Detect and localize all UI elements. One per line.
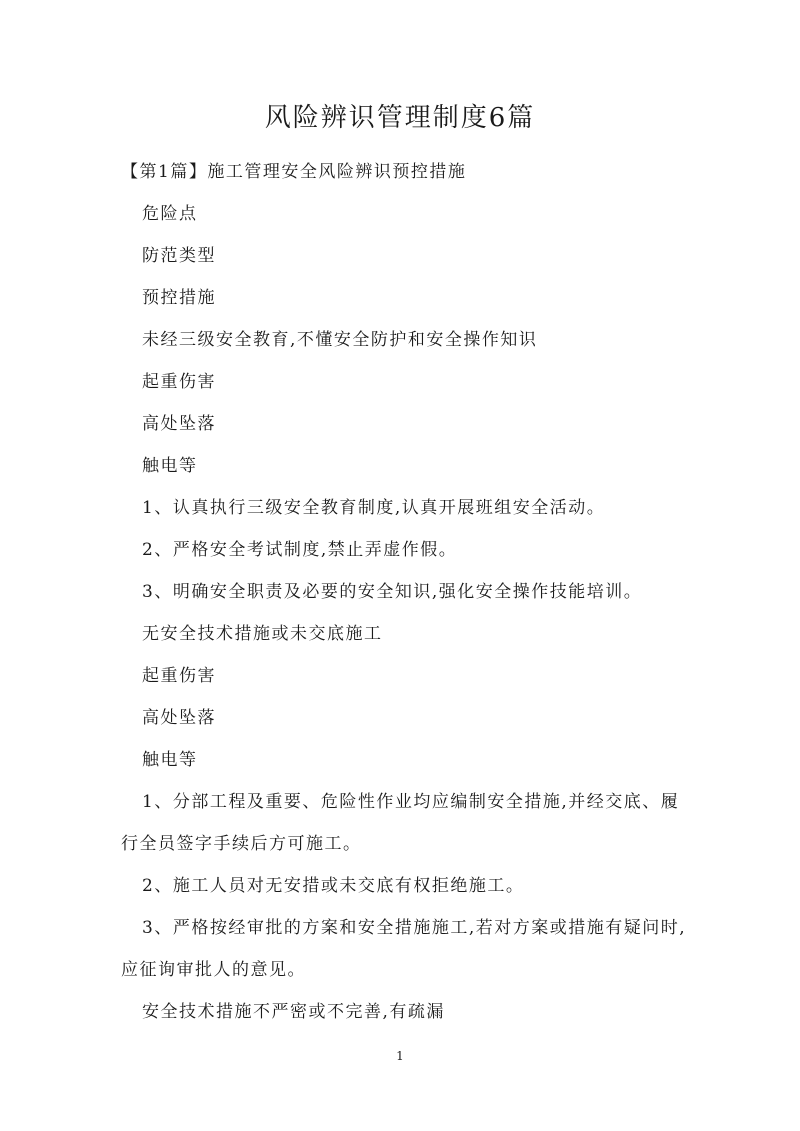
body-line: 危险点 (142, 204, 198, 224)
body-line: 3、明确安全职责及必要的安全知识,强化安全操作技能培训。 (142, 582, 643, 602)
body-line: 高处坠落 (142, 414, 216, 434)
body-line: 1、分部工程及重要、危险性作业均应编制安全措施,并经交底、履 (142, 792, 680, 812)
body-line: 2、严格安全考试制度,禁止弄虚作假。 (142, 540, 458, 560)
body-line: 未经三级安全教育,不懂安全防护和安全操作知识 (142, 330, 538, 350)
body-line: 起重伤害 (142, 666, 216, 686)
body-line: 3、严格按经审批的方案和安全措施施工,若对方案或措施有疑问时, (142, 918, 687, 938)
body-line: 安全技术措施不严密或不完善,有疏漏 (142, 1002, 445, 1022)
body-line: 高处坠落 (142, 708, 216, 728)
body-line: 预控措施 (142, 288, 216, 308)
body-line: 触电等 (142, 456, 198, 476)
body-line-continuation: 行全员签字手续后方可施工。 (121, 834, 362, 854)
body-line: 起重伤害 (142, 372, 216, 392)
body-line: 触电等 (142, 750, 198, 770)
body-line: 2、施工人员对无安措或未交底有权拒绝施工。 (142, 876, 525, 896)
page-number: 1 (396, 1049, 404, 1063)
body-line-continuation: 应征询审批人的意见。 (121, 960, 306, 980)
document-title: 风险辨识管理制度6篇 (264, 103, 536, 133)
section-heading: 【第1篇】施工管理安全风险辨识预控措施 (121, 162, 467, 182)
body-line: 1、认真执行三级安全教育制度,认真开展班组安全活动。 (142, 498, 606, 518)
body-line: 无安全技术措施或未交底施工 (142, 624, 383, 644)
body-line: 防范类型 (142, 246, 216, 266)
